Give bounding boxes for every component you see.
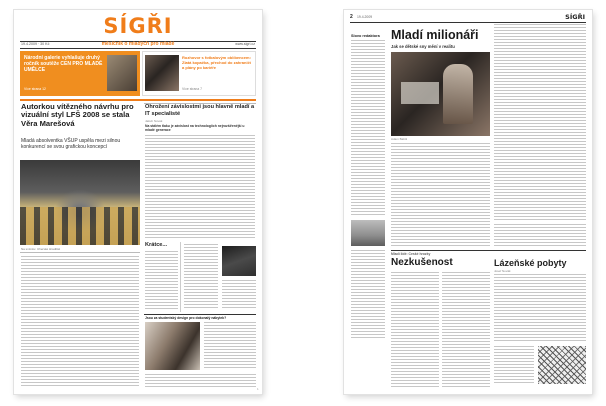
side-lead: Na stálém tlaku je závislost na technologiích nejrozšířenější u mladé generace — [145, 124, 245, 133]
brief-photo-text — [222, 280, 256, 310]
spa-headline: Lázeňské pobyty — [494, 258, 567, 268]
main-photo-caption: Adam Babiš — [391, 137, 408, 141]
lead-photo — [20, 160, 140, 245]
spa-kicker: Josef Novák — [494, 269, 511, 273]
spa-box — [494, 258, 586, 390]
masthead-subtitle: měsíčník o mladých pro mladé — [101, 41, 175, 47]
promo-right-photo — [145, 55, 179, 91]
second-kicker: Mladí lidé: Ceské hrozky — [391, 252, 431, 256]
editor-photo — [351, 220, 385, 246]
side-headline: Ohrožení závislostmi jsou hlavně mladí a IT specialisté — [145, 104, 255, 117]
page2-number: 2 — [350, 14, 353, 20]
promo-left-sub: Více strana 12 — [24, 87, 46, 91]
front-page — [14, 10, 262, 394]
site-url: www.sigri.cz — [235, 42, 255, 46]
promo-box-left[interactable] — [20, 51, 140, 96]
bottom-photo — [145, 322, 200, 370]
lead-deck: Mladá absolventka VŠUP uspěla mezi silnou konkurencí se svou grafickou koncepcí — [21, 138, 121, 150]
second-article-col-1 — [391, 272, 439, 388]
column-head: Slovo redaktora — [351, 34, 380, 38]
promo-box-right[interactable] — [142, 51, 256, 96]
issue-date: 19.4.2009 · 30 Kč — [21, 42, 50, 46]
spa-map — [538, 346, 586, 384]
promo-left-text: Národní galerie vyhlašuje druhý ročník soutěže CEN PRO MLADÉ UMĚLCE — [24, 55, 103, 73]
masthead-logo: SÍGŘI — [103, 14, 173, 38]
main-deck: Jak se dětské sny mění v realitu — [391, 44, 455, 49]
page2-date: 19.4.2009 — [357, 15, 373, 19]
right-column-text — [494, 224, 586, 248]
editor-column-text — [351, 40, 385, 215]
second-article-col-2 — [442, 272, 490, 388]
lead-headline: Autorkou vítězného návrhu pro vizuální styl LFŠ 2008 se stala Věra Marešová — [21, 102, 134, 128]
second-headline: Nezkušenost — [391, 257, 453, 268]
inner-page — [344, 10, 592, 394]
lead-article-body — [21, 256, 139, 388]
side-kicker: Jakub Novák — [145, 119, 163, 123]
main-article-body — [391, 143, 490, 247]
promo-left-photo — [107, 55, 137, 91]
bottom-text — [145, 374, 256, 388]
main-article-right-column — [494, 24, 586, 220]
promo-right-text: Rozhovor s fotbalovým oblíbencem: Zlatá kopačka, přechod do zahraničí a plány po kariéře — [182, 55, 251, 70]
side-article-body — [145, 135, 255, 240]
bottom-photo-text — [204, 322, 256, 370]
promo-right-sub: Více strana 7 — [182, 87, 202, 91]
main-photo — [391, 52, 490, 136]
bottom-caption: Jsou za studentský design pro dokonalý nábytek? — [145, 316, 227, 320]
brief-box — [144, 242, 181, 312]
brief-text-column — [184, 244, 218, 310]
editor-column-text-2 — [351, 250, 385, 340]
page-number: 1 — [257, 387, 259, 391]
page2-masthead: SÍGŘI — [565, 13, 585, 21]
main-headline: Mladí milionáři — [391, 28, 479, 42]
lead-photo-caption: Na snímku: Uherské Hradiště — [21, 247, 61, 251]
brief-head: Krátce... — [145, 242, 168, 248]
brief-photo — [222, 246, 256, 276]
